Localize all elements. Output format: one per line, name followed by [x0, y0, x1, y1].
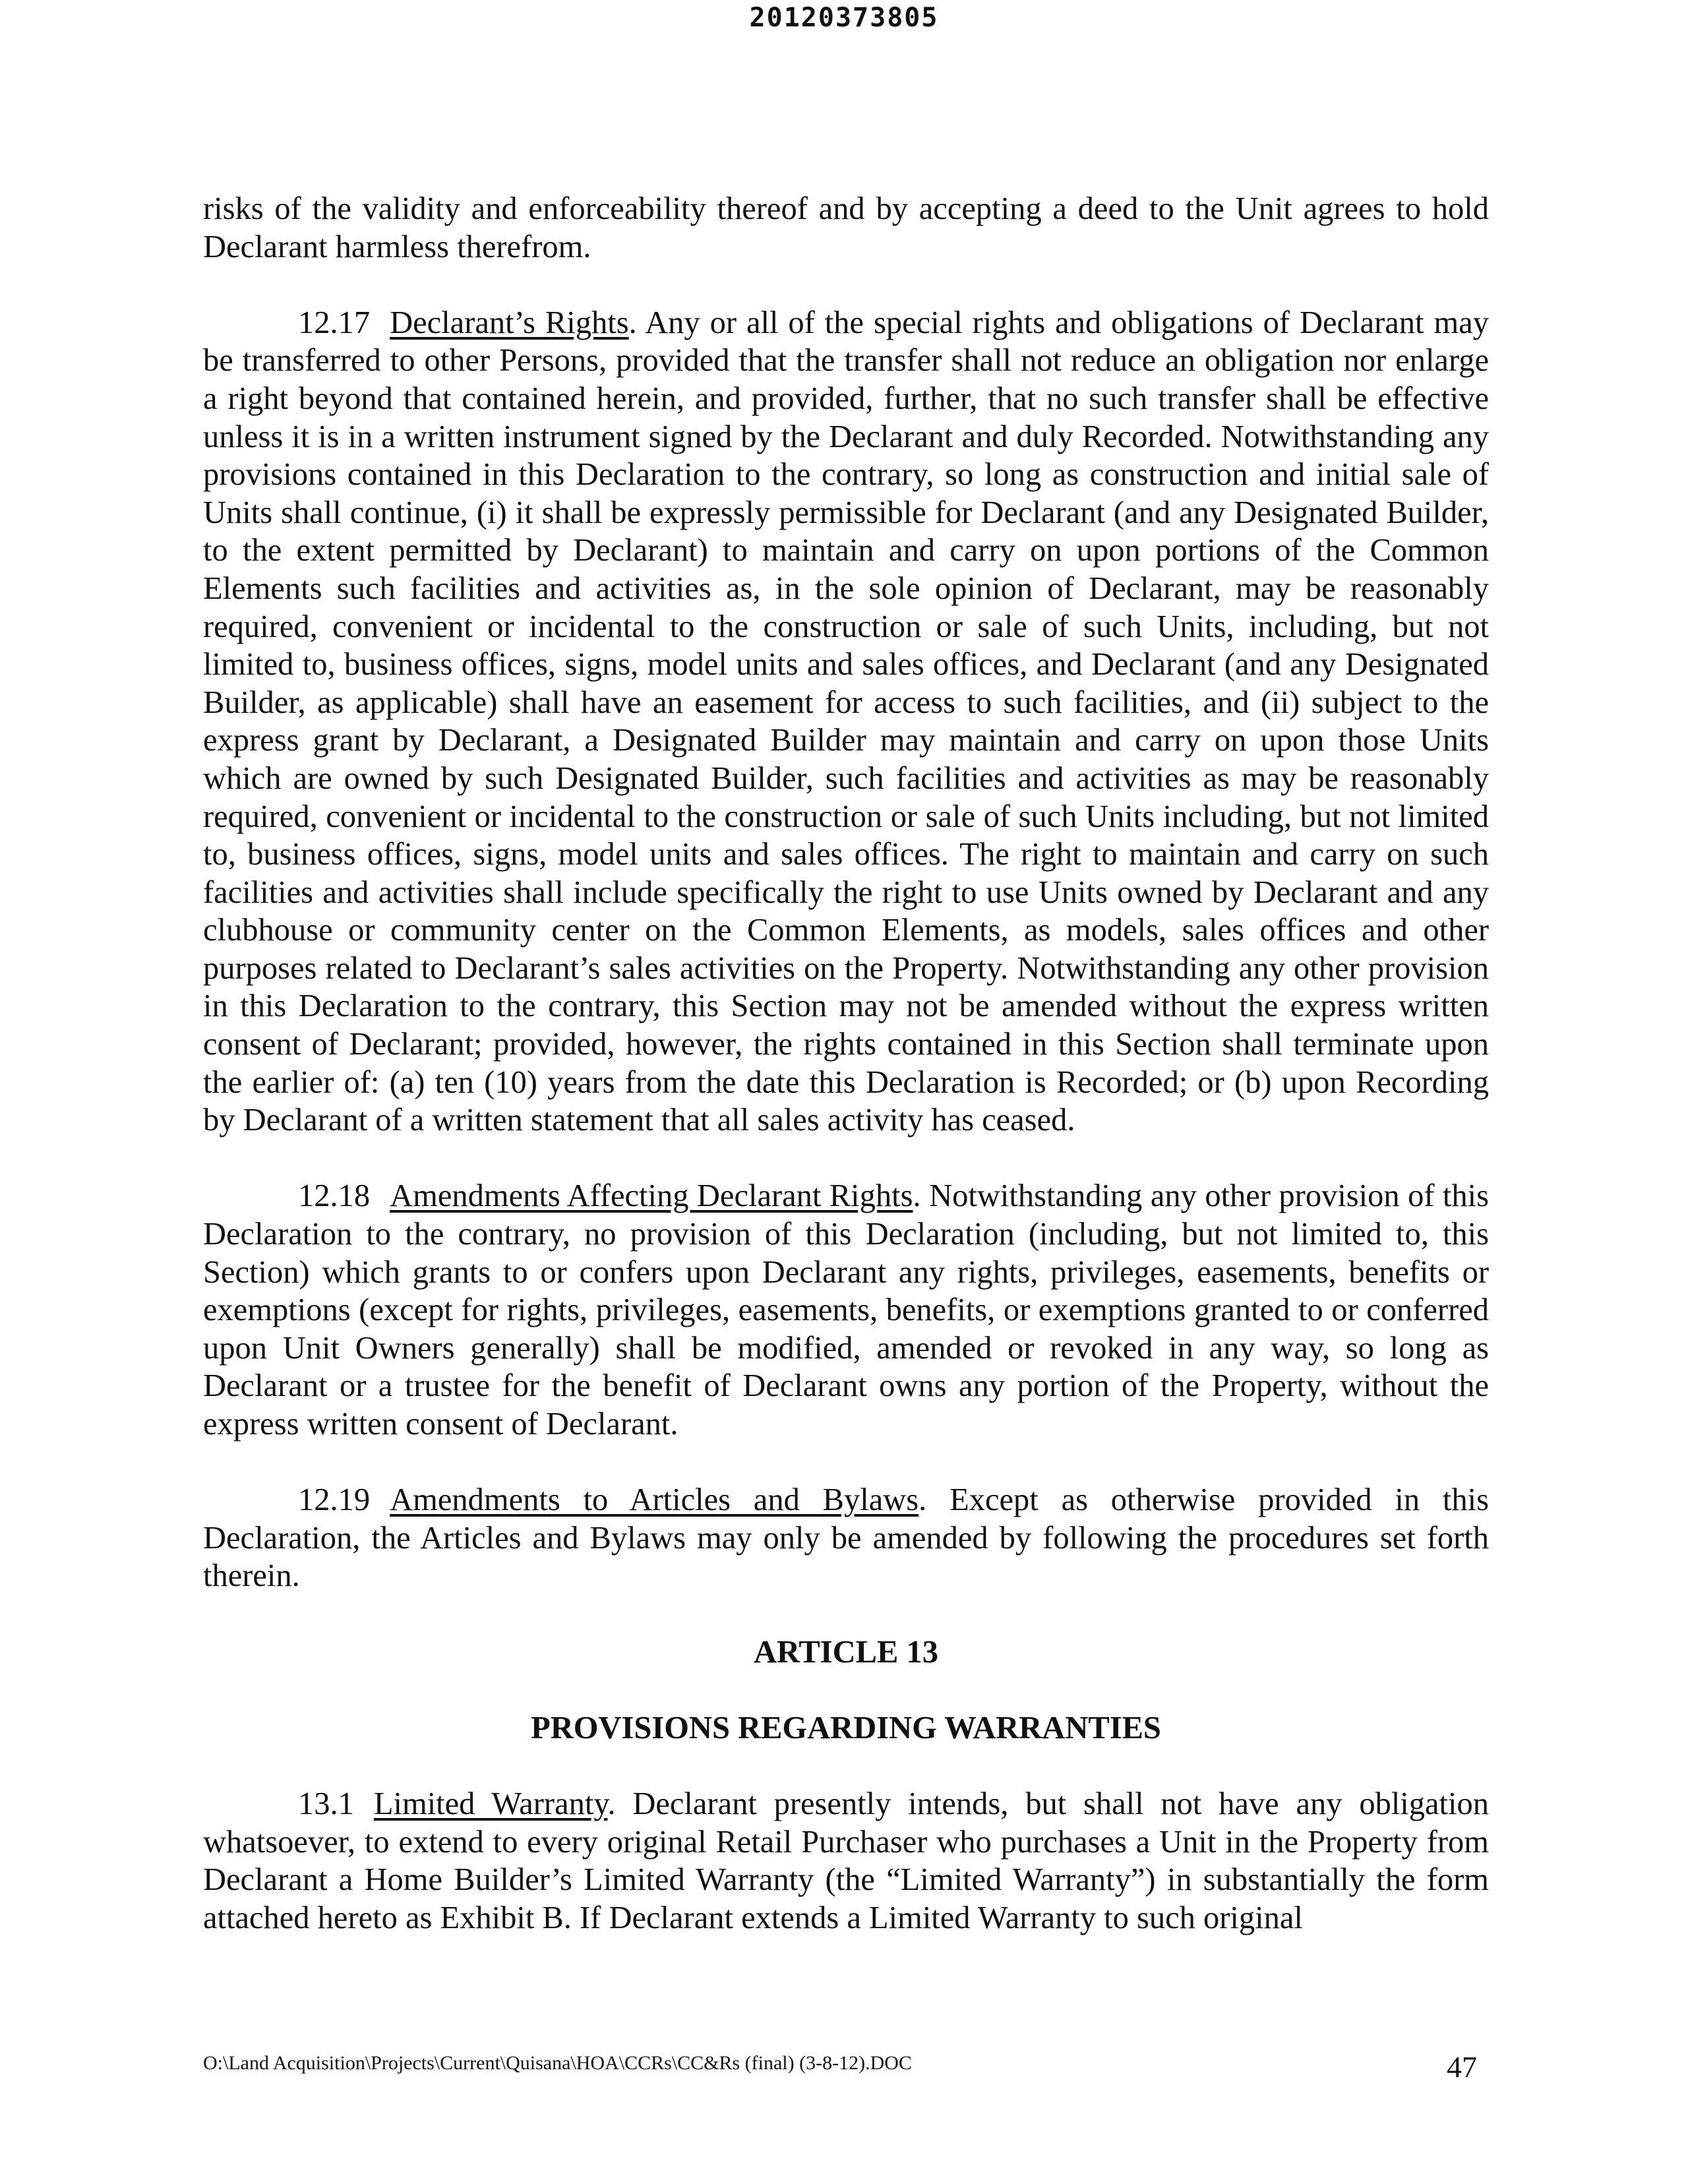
- article-heading: ARTICLE 13: [754, 1634, 938, 1670]
- section-12-18: 12.18 Amendments Affecting Declarant Rights. Notwithstanding any other provision of this Declaration to the contrary, no provision of this Declaration (including, but not limited to, this Section) which grants to or confers upon Declarant any rights, privileges, easements, benefits or exemptions (except for rights, privileges, easements, benefits, or exemptions granted to or conferred upon Unit Owners generally) shall be modified, amended or revoked in any way, so long as Declarant or a trustee for the benefit of Declarant owns any portion of the Property, without the express written consent of Declarant.: [203, 1178, 1490, 1441]
- footer-file-path: O:\Land Acquisition\Projects\Current\Quisana\HOA\CCRs\CC&Rs (final) (3-8-12).DOC: [203, 2052, 912, 2074]
- section-text: Any or all of the special rights and obligations of Declarant may be transferred to other Persons, provided that the transfer shall not reduce an obligation nor enlarge a right beyond that contained herein, and provided, further, that no such transfer shall be effective unless it is in a written instrument signed by the Declarant and duly Recorded. Notwithstanding any provisions contained in this Declaration to the contrary, so long as construction and initial sale of Units shall continue, (i) it shall be expressly permissible for Declarant (and any Designated Builder, to the extent permitted by Declarant) to maintain and carry on upon portions of the Common Elements such facilities and activities as, in the sole opinion of Declarant, may be reasonably required, convenient or incidental to the construction or sale of such Units, including, but not limited to, business offices, signs, model units and sales offices, and Declarant (and any Designated Builder, as applicable) shall have an easement for access to such facilities, and (ii) subject to the express grant by Declarant, a Designated Builder may maintain and carry on upon those Units which are owned by such Designated Builder, such facilities and activities as may be reasonably required, convenient or incidental to the construction or sale of such Units including, but not limited to, business offices, signs, model units and sales offices. The right to maintain and carry on such facilities and activities shall include specifically the right to use Units owned by Declarant and any clubhouse or community center on the Common Elements, as models, sales offices and other purposes related to Declarant’s sales activities on the Property. Notwithstanding any other provision in this Declaration to the contrary, this Section may not be amended without the express written consent of Declarant; provided, however, the rights contained in this Section shall terminate upon the earlier of: (a) ten (10) years from the date this Declaration is Recorded; or (b) upon Recording by Declarant of a written statement that all sales activity has ceased.: [203, 305, 1489, 1138]
- continuation-paragraph: risks of the validity and enforceability thereof and by accepting a deed to the Unit agrees to hold Declarant harmless therefrom.: [203, 191, 1489, 264]
- section-text: Declarant presently intends, but shall not have any obligation whatsoever, to extend to every original Retail Purchaser who purchases a Unit in the Property from Declarant a Home Builder’s Limited Warranty (the “Limited Warranty”) in substantially the form attached hereto as Exhibit B. If Declarant extends a Limited Warranty to such original: [203, 1786, 1489, 1935]
- section-13-1: 13.1 Limited Warranty. Declarant presently intends, but shall not have any obligation whatsoever, to extend to every original Retail Purchaser who purchases a Unit in the Property from Declarant a Home Builder’s Limited Warranty (the “Limited Warranty”) in substantially the form attached hereto as Exhibit B. If Declarant extends a Limited Warranty to such original: [203, 1786, 1489, 1935]
- document-body: [203, 190, 1489, 1975]
- section-text: Notwithstanding any other provision of this Declaration to the contrary, no provision of this Declaration (including, but not limited to, this Section) which grants to or confers upon Declarant any rights, privileges, easements, benefits or exemptions (except for rights, privileges, easements, benefits, or exemptions granted to or conferred upon Unit Owners generally) shall be modified, amended or revoked in any way, so long as Declarant or a trustee for the benefit of Declarant owns any portion of the Property, without the express written consent of Declarant.: [203, 1178, 1490, 1441]
- section-number: 13.1: [298, 1786, 354, 1821]
- page-number: 47: [1447, 2050, 1477, 2084]
- section-text: Except as otherwise provided in this Declaration, the Articles and Bylaws may only be amended by following the procedures set forth therein.: [203, 1482, 1490, 1594]
- section-title: Limited Warranty: [373, 1786, 608, 1821]
- section-number: 12.19: [298, 1482, 371, 1518]
- section-title: Declarant’s Rights: [390, 305, 629, 340]
- section-12-17: 12.17 Declarant’s Rights. Any or all of the special rights and obligations of Declarant may be transferred to other Persons, provided that the transfer shall not reduce an obligation nor enlarge a right beyond that contained herein, and provided, further, that no such transfer shall be effective unless it is in a written instrument signed by the Declarant and duly Recorded. Notwithstanding any provisions contained in this Declaration to the contrary, so long as construction and initial sale of Units shall continue, (i) it shall be expressly permissible for Declarant (and any Designated Builder, to the extent permitted by Declarant) to maintain and carry on upon portions of the Common Elements such facilities and activities as, in the sole opinion of Declarant, may be reasonably required, convenient or incidental to the construction or sale of such Units, including, but not limited to, business offices, signs, model units and sales offices, and Declarant (and any Designated Builder, as applicable) shall have an easement for access to such facilities, and (ii) subject to the express grant by Declarant, a Designated Builder may maintain and carry on upon those Units which are owned by such Designated Builder, such facilities and activities as may be reasonably required, convenient or incidental to the construction or sale of such Units including, but not limited to, business offices, signs, model units and sales offices. The right to maintain and carry on such facilities and activities shall include specifically the right to use Units owned by Declarant and any clubhouse or community center on the Common Elements, as models, sales offices and other purposes related to Declarant’s sales activities on the Property. Notwithstanding any other provision in this Declaration to the contrary, this Section may not be amended without the express written consent of Declarant; provided, however, the rights contained in this Section shall terminate upon the earlier of: (a) ten (10) years from the date this Declaration is Recorded; or (b) upon Recording by Declarant of a written statement that all sales activity has ceased.: [203, 305, 1489, 1138]
- section-title: Amendments to Articles and Bylaws: [390, 1482, 919, 1518]
- section-12-19: 12.19 Amendments to Articles and Bylaws. Except as otherwise provided in this Declaration, the Articles and Bylaws may only be amended by following the procedures set forth therein.: [203, 1482, 1490, 1594]
- recording-number: 20120373805: [749, 3, 939, 33]
- section-number: 12.18: [298, 1178, 371, 1214]
- article-title: PROVISIONS REGARDING WARRANTIES: [531, 1710, 1161, 1745]
- section-title: Amendments Affecting Declarant Rights: [390, 1178, 913, 1214]
- section-number: 12.17: [298, 305, 371, 340]
